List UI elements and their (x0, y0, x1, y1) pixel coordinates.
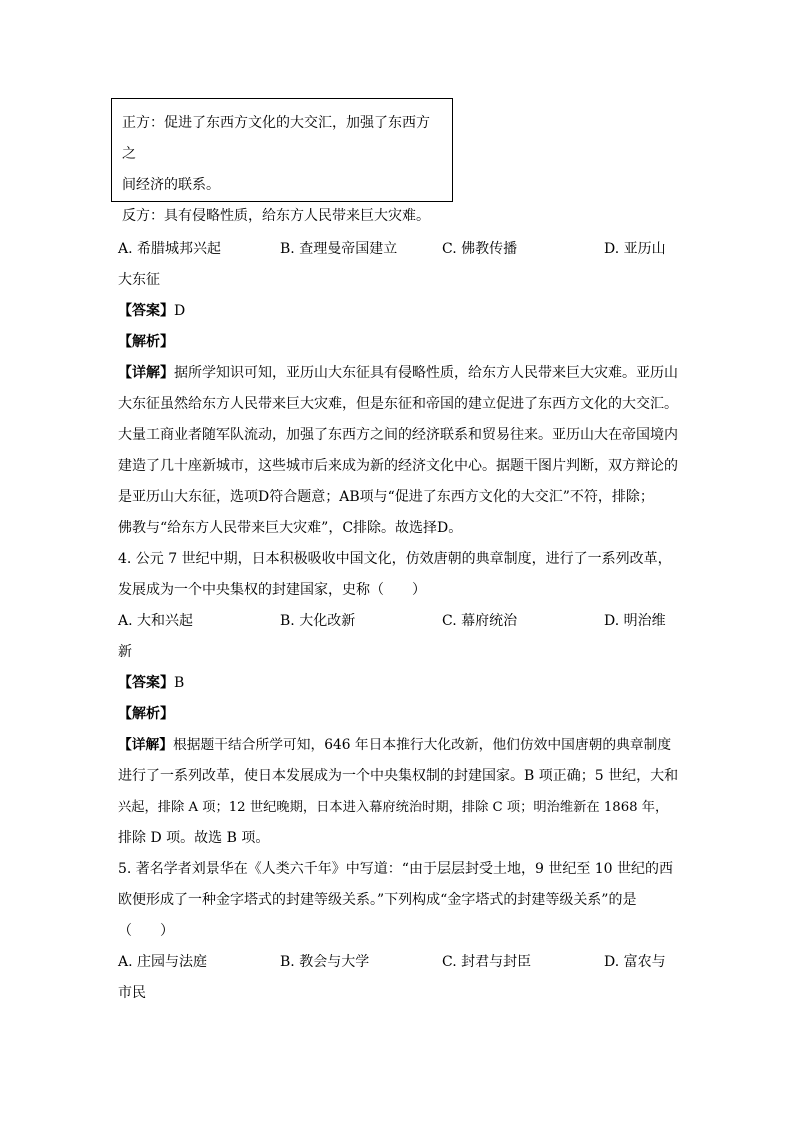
answer-value: D (174, 303, 186, 319)
option-a: A. 大和兴起 (118, 613, 194, 629)
q5-stem: 欧便形成了一种金字塔式的封建等级关系。”下列构成“金字塔式的封建等级关系”的是 (118, 892, 637, 908)
option-b: B. 大化改新 (280, 613, 356, 629)
detail-line (118, 358, 678, 389)
option-c: C. 封君与封臣 (442, 954, 532, 970)
answer-line (118, 296, 678, 327)
detail-line: 兴起，排除 A 项；12 世纪晚期，日本进入幕府统治时期，排除 C 项；明治维新在 1868 年， (118, 800, 669, 815)
option-b: B. 教会与大学 (280, 954, 370, 970)
detail-text: 根据题干结合所学可知，646 年日本推行大化改新，他们仿效中国唐朝的典章制度 (173, 737, 672, 753)
option-wrap: 市民 (118, 985, 146, 1001)
analysis-label: 【解析】 (118, 334, 174, 350)
analysis-label: 【解析】 (118, 706, 174, 722)
answer-line (118, 668, 678, 699)
q5-options (118, 947, 678, 978)
option-d: D. 富农与 (604, 954, 666, 970)
detail-line: 建造了几十座新城市，这些城市后来成为新的经济文化中心。据题干图片判断，双方辩论的 (118, 458, 678, 474)
option-c: C. 幕府统治 (442, 613, 518, 629)
detail-text: 据所学知识可知，亚历山大东征具有侵略性质，给东方人民带来巨大灾难。亚历山 (174, 365, 678, 381)
option-d: D. 明治维 (604, 613, 666, 629)
option-c: C. 佛教传播 (442, 241, 518, 257)
q4-stem: 4. 公元 7 世纪中期，日本积极吸收中国文化，仿效唐朝的典章制度，进行了一系列改革， (118, 551, 672, 567)
detail-label: 【详解】 (118, 737, 174, 753)
box-line: 正方：促进了东西方文化的大交汇，加强了东西方之 (122, 115, 430, 162)
answer-label: 【答案】 (118, 303, 174, 319)
detail-line: 佛教与“给东方人民带来巨大灾难”，C排除。故选择D。 (118, 520, 463, 536)
q4-options (118, 606, 678, 637)
box-line: 反方：具有侵略性质，给东方人民带来巨大灾难。 (122, 208, 430, 224)
q5-stem: 5. 著名学者刘景华在《人类六千年》中写道：“由于层层封受土地，9 世纪至 10 世纪的西 (118, 861, 674, 877)
answer-value: B (174, 675, 185, 691)
option-wrap: 大东征 (118, 272, 160, 288)
detail-label: 【详解】 (118, 365, 174, 381)
q5-stem: （ ） (118, 923, 174, 939)
detail-line: 进行了一系列改革，使日本发展成为一个中央集权制的封建国家。B 项正确；5 世纪，大和 (118, 768, 679, 784)
option-b: B. 查理曼帝国建立 (280, 241, 398, 257)
detail-line: 大东征虽然给东方人民带来巨大灾难，但是东征和帝国的建立促进了东西方文化的大交汇。 (118, 396, 678, 412)
option-wrap: 新 (118, 644, 132, 660)
option-d: D. 亚历山 (604, 241, 666, 257)
debate-box (111, 98, 453, 224)
detail-line: 排除 D 项。故选 B 项。 (118, 830, 270, 846)
detail-line: 大量工商业者随军队流动，加强了东西方之间的经济联系和贸易往来。亚历山大在帝国境内 (118, 427, 678, 443)
detail-line (118, 730, 678, 761)
q3-options (118, 234, 678, 265)
option-a: A. 庄园与法庭 (118, 954, 208, 970)
answer-label: 【答案】 (118, 675, 174, 691)
box-line: 间经济的联系。 (122, 177, 220, 193)
detail-line: 是亚历山大东征，选项D符合题意；AB项与“促进了东西方文化的大交汇”不符，排除； (118, 489, 654, 505)
q4-stem: 发展成为一个中央集权的封建国家，史称（ ） (118, 582, 426, 598)
document-body (118, 234, 678, 1009)
option-a: A. 希腊城邦兴起 (118, 241, 222, 257)
